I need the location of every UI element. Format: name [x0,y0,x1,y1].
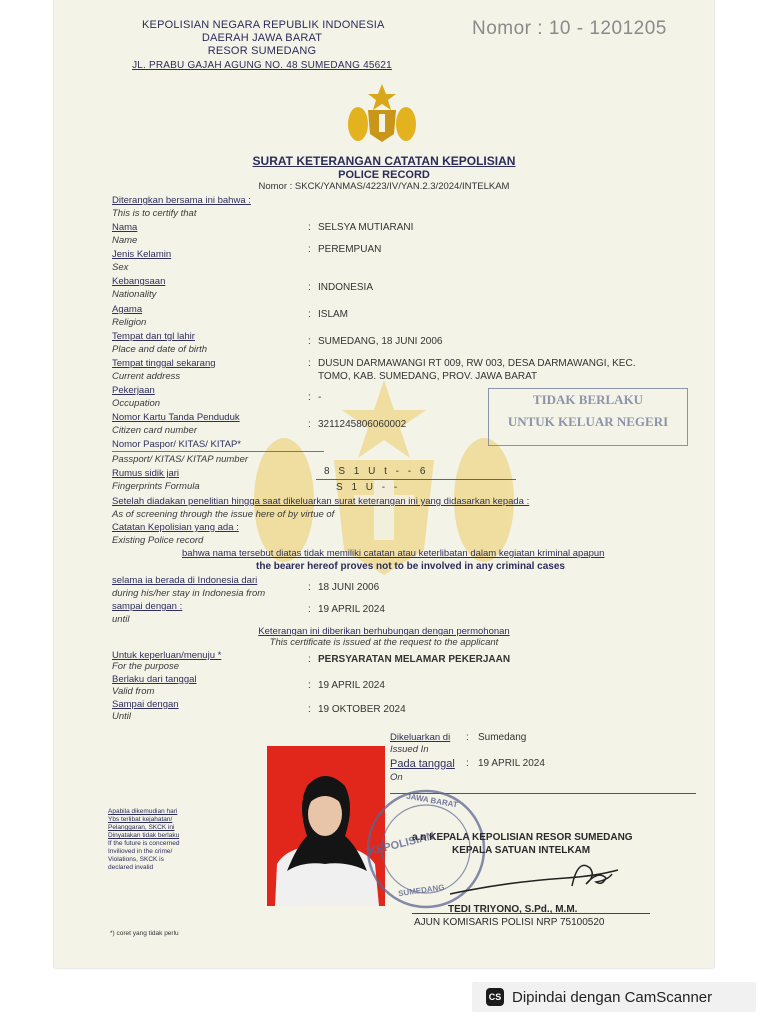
camscanner-watermark [472,982,756,1012]
issued-in-label: Dikeluarkan di [390,732,451,743]
document-number: Nomor : SKCK/YANMAS/4223/IV/YAN.2.3/2024/INTELKAM [258,181,510,192]
document-title: SURAT KETERANGAN CATATAN KEPOLISIAN [252,154,516,168]
issued-on-label: Pada tanggal [390,758,455,770]
record-label: Catatan Kepolisian yang ada : [112,522,239,533]
statement-text-en: the bearer hereof proves not to be involved in any criminal cases [256,561,565,572]
header-line-3: RESOR SUMEDANG [207,45,317,57]
field-id-card-value: 3211245806060002 [318,419,407,430]
valid-from-value: 19 APRIL 2024 [318,680,385,691]
camscanner-logo-icon: CS [486,988,504,1006]
issued-on-label-en: On [390,772,403,783]
field-nationality-value: INDONESIA [318,282,374,293]
valid-from-label-en: Valid from [112,686,155,697]
fingerprint-formula-bottom: S 1 U - - [336,482,401,493]
signatory-name: TEDI TRIYONO, S.Pd., M.M. [448,904,578,915]
purpose-label-en: For the purpose [112,661,180,672]
stay-until-label: sampai dengan : [112,601,183,612]
request-label: Keterangan ini diberikan berhubungan dengan permohonan [258,626,510,637]
not-valid-abroad-stamp: TIDAK BERLAKU UNTUK KELUAR NEGERI [488,388,688,446]
header-address: JL. PRABU GAJAH AGUNG NO. 48 SUMEDANG 45621 [132,60,392,71]
handwritten-signature-icon [446,852,626,904]
validity-footnote: Apabila dikemudian hari Ybs terlibat kejahatan/ Pelanggaran, SKCK ini Dinyatakan tidak berlaku If the future is concerned Invilioved in the crime/ Violations, SKCK is declared invalid [108,808,180,871]
police-emblem-icon [344,82,420,144]
issued-in-label-en: Issued In [390,744,429,755]
stay-from-label-en: during his/her stay in Indonesia from [112,588,266,599]
police-record-document: KEPOLISIAN NEGARA REPUBLIK INDONESIA DAERAH JAWA BARAT RESOR SUMEDANG JL. PRABU GAJAH AGUNG NO. 48 SUMEDANG 45621 Nomor : 10 - 1201205 SURAT KETERANGAN CATATAN KEPOLISIAN POLICE RECORD Nomor : SKCK/YANMAS/4223/IV/YAN.2.3/2024/INTELKAM Diterangkan bersama ini bahwa : This is to certify that Nama Name : SELSYA MUTIARANI Jenis Kelamin Sex : PEREMPUAN Kebangsaan Nationality : INDONESIA Agama Religion : ISLAM Tempat dan tgl lahir Place and date of birth : SUMEDANG, 18 JUNI 2006 Tempat tinggal sekarang Current address : DUSUN DARMAWANGI RT 009, RW 003, DESA DARMAWANGI, KEC. TOMO, KAB. SUMEDANG, PROV. JAWA BARAT Pekerjaan Occupation : - Nomor Kartu Tanda Penduduk Citizen card number : 3211245806060002 Nomor Paspor/ KITAS/ KITAP* Passport/ KITAS/ KITAP number Rumus sidik jari Fingerprints Formula 8 S 1 U t - - 6 S 1 U - - TIDAK BERLAKU UNTUK KELUAR NEGERI Setelah diadakan penelitian hingga saat dikeluarkan surat keterangan ini yang didasarkan kepada : As of screening through the issue here of by virtue of Catatan Kepolisian yang ada : Existing Police record bahwa nama tersebut diatas tidak memiliki catatan atau keterlibatan dalam kegiatan kriminal apapun the bearer hereof proves not to be involved in any criminal cases selama ia berada di Indonesia dari during his/her stay in Indonesia from : 18 JUNI 2006 sampai dengan : until : 19 APRIL 2024 Keterangan ini diberikan berhubungan dengan permohonan This certificate is issued at the request to the applicant Untuk keperluan/menuju * For the purpose : PERSYARATAN MELAMAR PEKERJAAN Berlaku dari tanggal Valid from : 19 APRIL 2024 Sampai dengan Until : 19 OKTOBER 2024 Dikeluarkan di Issued In : Sumedang Pada tanggal On : 19 APRIL 2024 Apabila dikemudian hari Ybs terlibat kejahatan/ Pelanggaran, SKCK ini Dinyatakan tidak berlaku If the future is concerned Invilioved in the crime/ Violations, SKCK is declared invalid JAWA BARAT KEPOLISIAN SUMEDANG a.n KEPALA KEPOLISIAN RESOR SUMEDANG KEPALA SATUAN INTELKAM TEDI TRIYONO, S.Pd., M.M. AJUN KOMISARIS POLISI NRP 75100520 *) coret yang tidak perlu [54,0,714,968]
field-address-value: DUSUN DARMAWANGI RT 009, RW 003, DESA DARMAWANGI, KEC. [318,358,636,369]
signatory-rank: AJUN KOMISARIS POLISI NRP 75100520 [414,917,605,928]
camscanner-text: Dipindai dengan CamScanner [512,988,713,1006]
valid-from-label: Berlaku dari tanggal [112,674,197,685]
purpose-label: Untuk keperluan/menuju * [112,650,222,661]
document-serial-number: Nomor : 10 - 1201205 [472,18,667,39]
passport-underline [112,451,324,452]
field-name-value: SELSYA MUTIARANI [318,222,414,233]
field-occupation-value: - [318,392,322,403]
screening-label: Setelah diadakan penelitian hingga saat dikeluarkan surat keterangan ini yang didasarkan kepada : [112,496,530,507]
purpose-value: PERSYARATAN MELAMAR PEKERJAAN [318,654,511,665]
valid-until-label-en: Until [112,711,132,722]
seal-text-top: JAWA BARAT [405,791,459,810]
statement-text: bahwa nama tersebut diatas tidak memiliki catatan atau keterlibatan dalam kegiatan kriminal apapun [182,548,605,559]
seal-text-middle: KEPOLISIAN [367,830,436,858]
intro-label-en: This is to certify that [112,208,197,219]
signatory-name-underline [412,913,650,914]
screening-label-en: As of screening through the issue here of by virtue of [112,509,335,520]
request-label-en: This certificate is issued at the request to the applicant [269,637,499,648]
field-address-value-line2: TOMO, KAB. SUMEDANG, PROV. JAWA BARAT [318,371,538,382]
record-label-en: Existing Police record [112,535,204,546]
stay-until-label-en: until [112,614,130,625]
strike-note: *) coret yang tidak perlu [110,930,179,937]
header-line-2: DAERAH JAWA BARAT [201,32,323,44]
field-religion-value: ISLAM [318,309,349,320]
signatory-line-1: a.n KEPALA KEPOLISIAN RESOR SUMEDANG [412,832,633,843]
seal-text-bottom: SUMEDANG [397,882,446,899]
issued-on-value: 19 APRIL 2024 [478,758,545,769]
field-sex-value: PEREMPUAN [318,244,382,255]
stay-until-value: 19 APRIL 2024 [318,604,385,615]
valid-until-value: 19 OKTOBER 2024 [318,704,406,715]
issued-in-value: Sumedang [478,732,527,743]
stay-from-value: 18 JUNI 2006 [318,582,380,593]
intro-label: Diterangkan bersama ini bahwa : [112,195,251,206]
signatory-line-2: KEPALA SATUAN INTELKAM [452,845,591,856]
document-subtitle: POLICE RECORD [338,169,430,181]
fingerprint-divider [316,479,516,480]
header-line-1: KEPOLISIAN NEGARA REPUBLIK INDONESIA [142,19,385,31]
stay-from-label: selama ia berada di Indonesia dari [112,575,258,586]
field-birth-value: SUMEDANG, 18 JUNI 2006 [318,336,443,347]
valid-until-label: Sampai dengan [112,699,179,710]
fingerprint-formula-top: 8 S 1 U t - - 6 [324,466,429,477]
